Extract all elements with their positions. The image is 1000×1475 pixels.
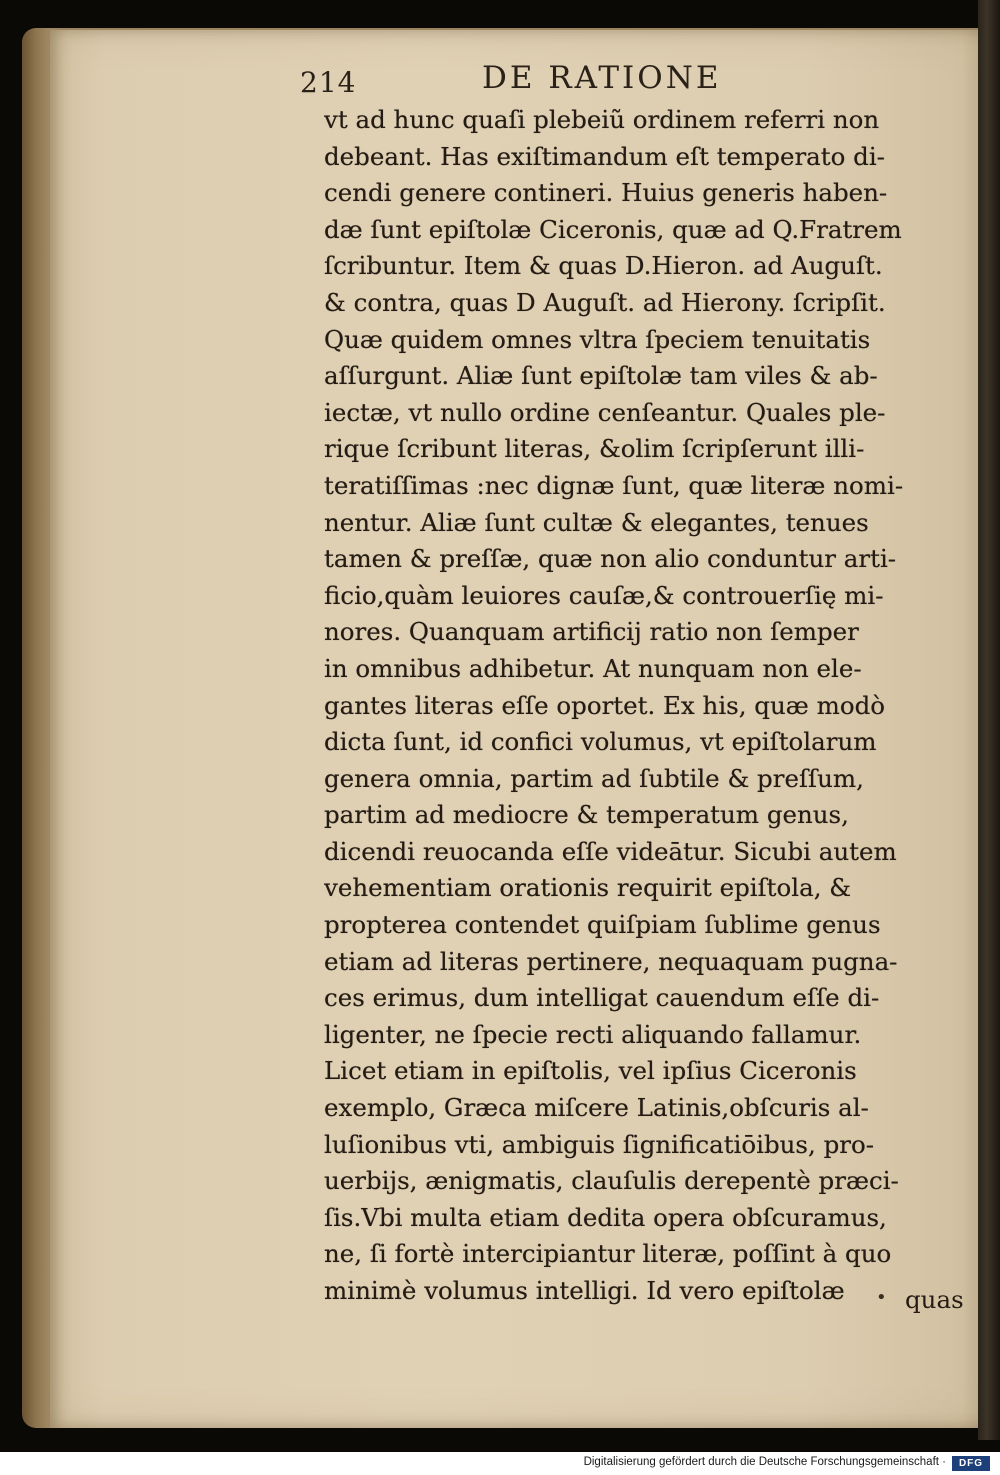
text-line: vehementiam orationis requirit epiſtola, &	[324, 873, 852, 903]
text-line: in omnibus adhibetur. At nunquam non ele-	[324, 653, 862, 683]
text-line: nores. Quanquam artificij ratio non ſemper	[324, 617, 859, 647]
funding-credit: Digitalisierung gefördert durch die Deutsche Forschungsgemeinschaft ·	[583, 1456, 946, 1468]
text-line: cendi genere contineri. Huius generis haben-	[324, 178, 888, 208]
running-title: DE RATIONE	[482, 60, 722, 96]
body-text	[324, 102, 974, 1310]
text-line: dæ ſunt epiſtolæ Ciceronis, quæ ad Q.Fratrem	[324, 214, 902, 244]
text-line: etiam ad literas pertinere, nequaquam pugna-	[324, 946, 898, 976]
text-line: debeant. Has exiſtimandum eſt temperato di-	[324, 141, 885, 171]
text-line: ficio,quàm leuiores cauſæ,& controuerſię mi-	[324, 580, 884, 610]
text-line: uerbijs, ænigmatis, clauſulis derepentè præci-	[324, 1166, 899, 1196]
digitization-footer	[0, 1452, 1000, 1475]
text-line: partim ad mediocre & temperatum genus,	[324, 800, 849, 830]
text-line: ſcribuntur. Item & quas D.Hieron. ad Auguſt.	[324, 251, 883, 281]
text-line: ſis.Vbi multa etiam dedita opera obſcuramus,	[324, 1202, 887, 1232]
text-line: rique ſcribunt literas, &olim ſcripſerunt illi-	[324, 434, 865, 464]
binding-shadow	[978, 0, 1000, 1440]
text-line: iectæ, vt nullo ordine cenſeantur. Quales ple-	[324, 397, 886, 427]
text-line: Quæ quidem omnes vltra ſpeciem tenuitatis	[324, 324, 871, 354]
running-head	[300, 58, 800, 104]
text-line: tamen & preſſæ, quæ non alio conduntur arti-	[324, 544, 897, 574]
text-line: genera omnia, partim ad ſubtile & preſſum,	[324, 763, 864, 793]
text-line: ne, ſi fortè intercipiantur literæ, poſſint à quo	[324, 1239, 892, 1269]
text-line: minimè volumus intelligi. Id vero epiſtolæ	[324, 1276, 845, 1305]
text-line: nentur. Aliæ ſunt cultæ & elegantes, tenues	[324, 507, 869, 537]
text-line: dicta ſunt, id confici volumus, vt epiſtolarum	[324, 727, 877, 757]
text-line: teratiſſimas :nec dignæ ſunt, quæ literæ nomi-	[324, 470, 904, 500]
text-line: propterea contendet quiſpiam ſublime genus	[324, 910, 881, 940]
dfg-logo: DFG	[952, 1456, 990, 1471]
text-line: luſionibus vti, ambiguis ſignificatiōibus, pro-	[324, 1129, 874, 1159]
text-line: dicendi reuocanda eſſe videātur. Sicubi autem	[324, 836, 897, 866]
text-line: aſſurgunt. Aliæ ſunt epiſtolæ tam viles & ab-	[324, 361, 878, 391]
stray-ink-mark: •	[876, 1287, 887, 1308]
text-line: exemplo, Græca miſcere Latinis,obſcuris al-	[324, 1093, 869, 1123]
text-line: Licet etiam in epiſtolis, vel ipſius Ciceronis	[324, 1056, 857, 1086]
text-line: & contra, quas D Auguſt. ad Hierony. ſcripſit.	[324, 287, 886, 317]
text-line: ligenter, ne ſpecie recti aliquando fallamur.	[324, 1019, 862, 1049]
text-line: vt ad hunc quaſi plebeiũ ordinem referri non	[324, 105, 880, 134]
page-number: 214	[300, 66, 357, 99]
text-line: ces erimus, dum intelligat cauendum eſſe di-	[324, 983, 880, 1013]
catchword: quas	[905, 1285, 964, 1314]
text-line: gantes literas eſſe oportet. Ex his, quæ modò	[324, 690, 885, 720]
